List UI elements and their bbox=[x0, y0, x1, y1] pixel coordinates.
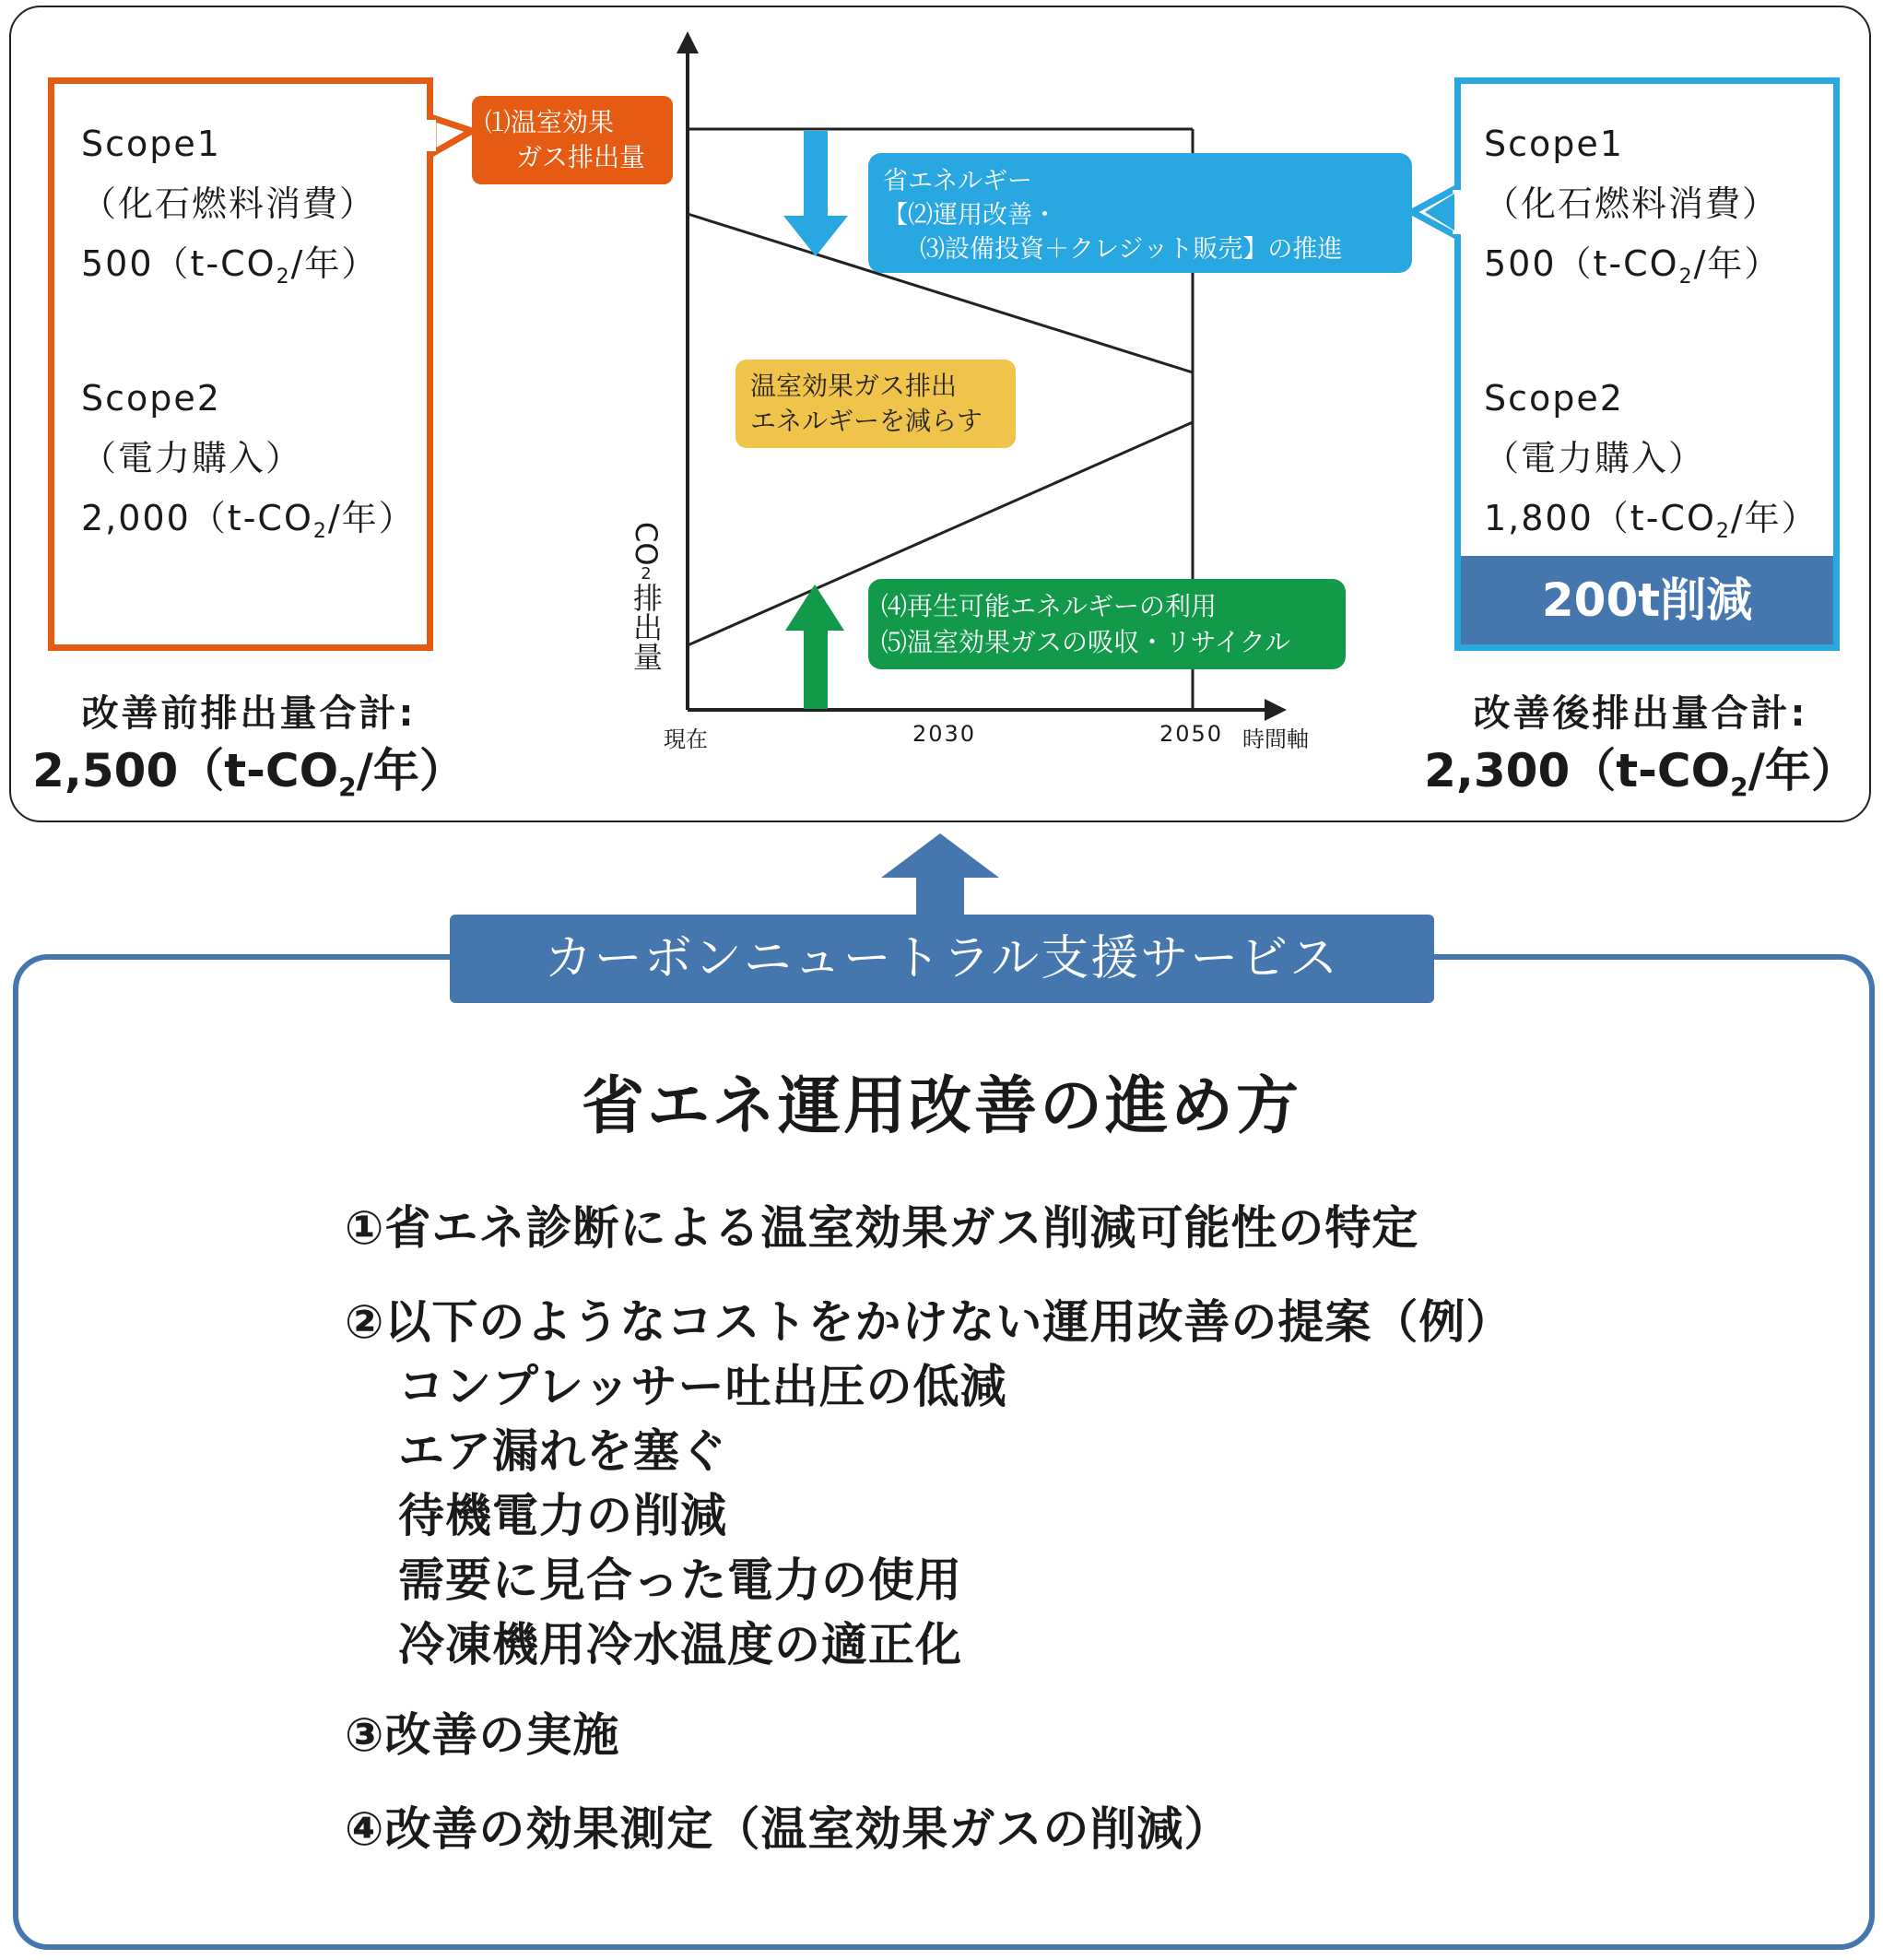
scope1-value: $500(t-CO_2/$年） bbox=[1484, 243, 1782, 289]
before-callout-mask bbox=[427, 120, 436, 151]
ghg-emission-tag: ⑴温室効果 ガス排出量 bbox=[472, 96, 673, 184]
up-arrow-shaft bbox=[804, 630, 828, 709]
x-axis-label: 時間軸 bbox=[1242, 726, 1309, 752]
scope2-desc: （電力購入） bbox=[1484, 438, 1706, 478]
scope1-desc: （化石燃料消費） bbox=[1484, 183, 1780, 224]
example-item: 需要に見合った電力の使用 bbox=[398, 1553, 962, 1607]
up-arrow-head bbox=[785, 584, 844, 631]
y-axis-label: CO 2 排出量 bbox=[629, 522, 664, 671]
scope1-title: Scope1 bbox=[1484, 124, 1624, 164]
scope2-title: Scope2 bbox=[81, 378, 221, 419]
total-after-value: $2,300(t-CO_2/$年） bbox=[1424, 744, 1857, 802]
service-name-label: カーボンニュートラル支援サービス bbox=[450, 915, 1434, 1003]
scope2-value: $1,800(t-CO_2/$年） bbox=[1484, 498, 1818, 543]
x-axis-arrowhead bbox=[1265, 699, 1287, 721]
step-4: ④改善の効果測定（温室効果ガスの削減） bbox=[345, 1802, 1231, 1856]
x-tick-now: 現在 bbox=[664, 726, 708, 752]
example-item: エア漏れを塞ぐ bbox=[398, 1424, 727, 1478]
example-item: 冷凍機用冷水温度の適正化 bbox=[398, 1618, 962, 1671]
y-axis-arrowhead bbox=[677, 31, 699, 53]
step-2: ②以下のようなコストをかけない運用改善の提案（例） bbox=[345, 1295, 1513, 1349]
scope2-value: $2,000(t-CO_2/$年） bbox=[81, 498, 416, 543]
step-1: ①省エネ診断による温室効果ガス削減可能性の特定 bbox=[345, 1201, 1419, 1255]
x-tick-2050: 2050 bbox=[1159, 721, 1224, 747]
down-arrow-shaft bbox=[804, 131, 828, 218]
steps-title: 省エネ運用改善の進め方 bbox=[581, 1070, 1301, 1143]
example-item: コンプレッサー吐出圧の低減 bbox=[398, 1360, 1007, 1413]
example-item: 待機電力の削減 bbox=[398, 1489, 727, 1542]
total-before-label: 改善前排出量合計: bbox=[81, 692, 417, 735]
renewable-energy-tag: ⑷再生可能エネルギーの利用 ⑸温室効果ガスの吸収・リサイクル bbox=[868, 579, 1346, 669]
step-3: ③改善の実施 bbox=[345, 1708, 620, 1762]
x-tick-2030: 2030 bbox=[912, 721, 977, 747]
total-before-value: $2,500(t-CO_2/$年） bbox=[32, 744, 465, 802]
scope1-desc: （化石燃料消費） bbox=[81, 183, 377, 224]
down-arrow-head bbox=[783, 216, 848, 256]
reduction-badge: 200t削減 bbox=[1461, 556, 1833, 644]
scope2-desc: （電力購入） bbox=[81, 438, 303, 478]
scope2-title: Scope2 bbox=[1484, 378, 1624, 419]
energy-saving-tag: 省エネルギー 【⑵運用改善・ ⑶設備投資＋クレジット販売】の推進 bbox=[868, 153, 1412, 273]
total-after-label: 改善後排出量合計: bbox=[1473, 692, 1808, 735]
before-callout-pointer bbox=[433, 118, 472, 153]
reduce-energy-tag: 温室効果ガス排出 エネルギーを減らす bbox=[736, 360, 1016, 448]
connector-up-arrow bbox=[876, 833, 1005, 926]
scope1-value: $500(t-CO_2/$年） bbox=[81, 243, 379, 289]
scope1-title: Scope1 bbox=[81, 124, 221, 164]
